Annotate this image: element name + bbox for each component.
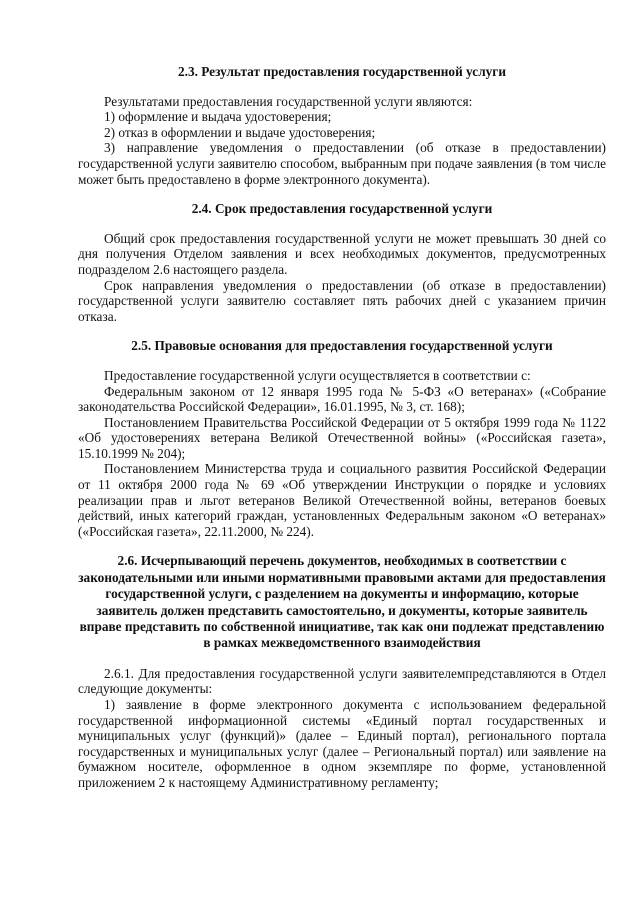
section-2-6-1-item-1: 1) заявление в форме электронного документа с использованием федеральной государственной информационной системы «Единый портал государственных и муниципальных услуг (функций)» (далее – Единый портал), регионального портала государственных и муниципальных услуг (далее – Региональный портал) или заявление на бумажном носителе, оформленное в одном экземпляре по форме, установленной приложением 2 к настоящему Административному регламенту; (78, 697, 606, 791)
section-2-3-item-3: 3) направление уведомления о предоставлении (об отказе в предоставлении) государственной услуги заявителю способом, выбранным при подаче заявления (в том числе может быть предоставлено в форме электронного документа). (78, 140, 606, 187)
section-2-5-intro: Предоставление государственной услуги осуществляется в соответствии с: (104, 367, 531, 383)
section-2-6-1-paragraph: 2.6.1. Для предоставления государственной услуги заявителемпредставляются в Отдел следующие документы: (78, 665, 606, 697)
section-2-3-item-2: 2) отказ в оформлении и выдаче удостоверения; (104, 124, 376, 140)
section-2-4-paragraph-1: Общий срок предоставления государственной услуги не может превышать 30 дней со дня получения Отделом заявления и всех необходимых документов, предусмотренных подразделом 2.6 настоящего раздела. (78, 230, 606, 277)
document-page (78, 64, 606, 791)
section-2-5-heading: 2.5. Правовые основания для предоставления государственной услуги (131, 338, 553, 354)
section-2-5-law-1: Федеральным законом от 12 января 1995 года № 5-ФЗ «О ветеранах» («Собрание законодательства Российской Федерации», 16.01.1995, № 3, ст. 168); (78, 383, 606, 415)
section-2-5-law-2: Постановлением Правительства Российской Федерации от 5 октября 1999 года № 1122 «Об удостоверениях ветерана Великой Отечественной войны» («Российская газета», 15.10.1999 № 204); (78, 414, 606, 461)
section-2-4-paragraph-2: Срок направления уведомления о предоставлении (об отказе в предоставлении) государственной услуги заявителю составляет пять рабочих дней с указанием причин отказа. (78, 277, 606, 324)
section-2-3-heading: 2.3. Результат предоставления государственной услуги (177, 64, 507, 79)
section-2-3-intro: Результатами предоставления государственной услуги являются: (104, 93, 473, 109)
section-2-4-heading: 2.4. Срок предоставления государственной услуги (191, 201, 493, 217)
section-2-3-item-1: 1) оформление и выдача удостоверения; (104, 109, 332, 125)
section-2-6-heading: 2.6. Исчерпывающий перечень документов, необходимых в соответствии с законодательными или иными нормативными правовыми актами для предоставления государственной услуги, с разделением на документы и информацию, которые заявитель должен представить самостоятельно, и документы, которые заявитель вправе представить по собственной инициативе, так как они подлежат представлению в рамках межведомственного взаимодействия (78, 553, 606, 651)
section-2-5-law-3: Постановлением Министерства труда и социального развития Российской Федерации от 11 октября 2000 года № 69 «Об утверждении Инструкции о порядке и условиях реализации прав и льгот ветеранов Великой Отечественной войны, ветеранов боевых действий, иных категорий граждан, установленных Федеральным законом «О ветеранах» («Российская газета», 22.11.2000, № 224). (78, 461, 606, 539)
